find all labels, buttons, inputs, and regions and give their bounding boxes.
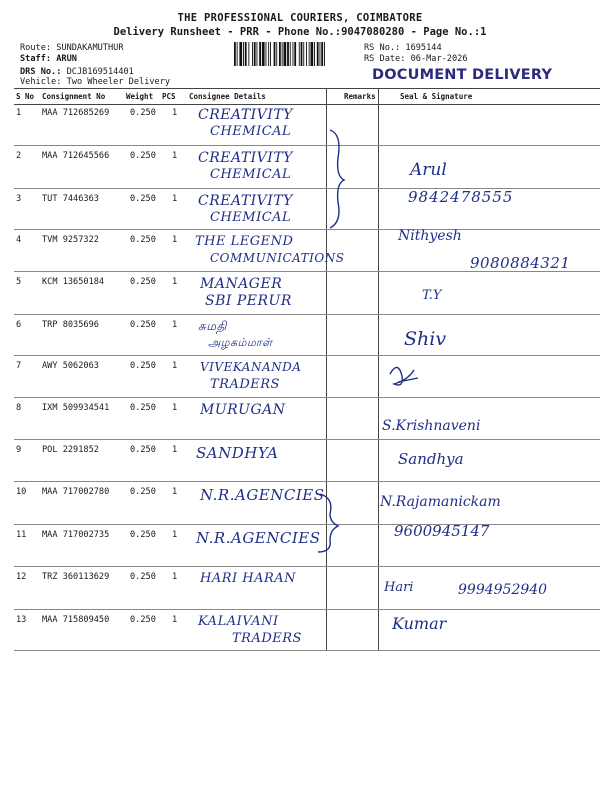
rs-no-value: 1695144 xyxy=(405,43,442,53)
consignee-detail: SBI PERUR xyxy=(205,293,292,309)
cell-weight: 0.250 xyxy=(130,194,156,204)
cell-weight: 0.250 xyxy=(130,530,156,540)
cell-consignment: TUT 7446363 xyxy=(42,194,99,204)
consignee-name: CREATIVITY xyxy=(198,107,293,123)
cell-pcs: 1 xyxy=(172,572,178,582)
cell-consignment: AWY 5062063 xyxy=(42,361,99,371)
consignee-name: CREATIVITY xyxy=(198,193,293,209)
cell-weight: 0.250 xyxy=(130,235,156,245)
consignee-name: HARI HARAN xyxy=(200,571,297,586)
cell-pcs: 1 xyxy=(172,235,178,245)
cell-weight: 0.250 xyxy=(130,277,156,287)
cell-pcs: 1 xyxy=(172,487,178,497)
cell-pcs: 1 xyxy=(172,151,178,161)
consignee-name: THE LEGEND xyxy=(195,234,294,249)
phone-row4: 9080884321 xyxy=(470,254,571,272)
col-weight: Weight xyxy=(126,92,154,101)
cell-pcs: 1 xyxy=(172,615,178,625)
cell-weight: 0.250 xyxy=(130,361,156,371)
cell-consignment: TRZ 360113629 xyxy=(42,572,110,582)
cell-sno: 6 xyxy=(16,320,22,330)
cell-pcs: 1 xyxy=(172,361,178,371)
staff-value: ARUN xyxy=(56,54,77,64)
cell-sno: 13 xyxy=(16,615,27,625)
cell-sno: 5 xyxy=(16,277,22,287)
rs-no-label: RS No.: xyxy=(364,43,401,53)
cell-sno: 1 xyxy=(16,108,22,118)
vehicle-value: Two Wheeler Delivery xyxy=(66,77,171,87)
consignee-name: சுமதி xyxy=(198,319,227,333)
col-pcs: PCS xyxy=(162,92,176,101)
consignee-name: KALAIVANI xyxy=(198,614,279,629)
cell-pcs: 1 xyxy=(172,445,178,455)
col-seal-signature: Seal & Signature xyxy=(400,92,473,101)
cell-consignment: MAA 712645566 xyxy=(42,151,110,161)
col-remarks: Remarks xyxy=(344,92,376,101)
brace-rows-1-3 xyxy=(330,130,344,228)
col-consignment: Consignment No xyxy=(42,92,106,101)
cell-consignment: POL 2291852 xyxy=(42,445,99,455)
cell-consignment: MAA 715809450 xyxy=(42,615,110,625)
cell-sno: 11 xyxy=(16,530,27,540)
signature-row7 xyxy=(384,354,420,394)
cell-consignment: TRP 8035696 xyxy=(42,320,99,330)
signature-row3: Arul xyxy=(410,160,447,180)
cell-consignment: IXM 509934541 xyxy=(42,403,110,413)
cell-pcs: 1 xyxy=(172,194,178,204)
cell-consignment: KCM 13650184 xyxy=(42,277,105,287)
drs-value: DCJB169514401 xyxy=(66,67,134,77)
cell-weight: 0.250 xyxy=(130,403,156,413)
cell-pcs: 1 xyxy=(172,320,178,330)
cell-weight: 0.250 xyxy=(130,320,156,330)
signature-row12: Hari xyxy=(384,580,414,595)
consignee-name: N.R.AGENCIES xyxy=(196,529,321,547)
signature-row5: T.Y xyxy=(422,288,442,303)
signature-row13: Kumar xyxy=(392,614,447,633)
cell-weight: 0.250 xyxy=(130,572,156,582)
cell-sno: 4 xyxy=(16,235,22,245)
cell-consignment: TVM 9257322 xyxy=(42,235,99,245)
cell-weight: 0.250 xyxy=(130,151,156,161)
cell-weight: 0.250 xyxy=(130,445,156,455)
cell-weight: 0.250 xyxy=(130,108,156,118)
cell-weight: 0.250 xyxy=(130,487,156,497)
consignee-detail: TRADERS xyxy=(232,631,302,646)
cell-consignment: MAA 717002735 xyxy=(42,530,110,540)
cell-sno: 9 xyxy=(16,445,22,455)
cell-pcs: 1 xyxy=(172,530,178,540)
cell-sno: 8 xyxy=(16,403,22,413)
signature-row4: Nithyesh xyxy=(398,228,462,244)
signature-row9: Sandhya xyxy=(398,450,464,468)
cell-sno: 10 xyxy=(16,487,27,497)
runsheet-title: Delivery Runsheet - PRR - Phone No.:9047080280 - Page No.:1 xyxy=(113,26,487,38)
consignee-detail: COMMUNICATIONS xyxy=(210,251,345,265)
consignee-name: SANDHYA xyxy=(196,444,279,462)
cell-sno: 7 xyxy=(16,361,22,371)
cell-pcs: 1 xyxy=(172,403,178,413)
rs-date-value: 06-Mar-2026 xyxy=(410,54,468,64)
cell-sno: 3 xyxy=(16,194,22,204)
consignee-name: VIVEKANANDA xyxy=(200,360,302,374)
cell-weight: 0.250 xyxy=(130,615,156,625)
consignee-detail: அழகம்மாள் xyxy=(208,336,273,349)
signature-row6: Shiv xyxy=(404,328,447,350)
signature-row10: N.Rajamanickam xyxy=(380,494,501,510)
cell-consignment: MAA 712685269 xyxy=(42,108,110,118)
col-sno: S No xyxy=(16,92,35,101)
phone-row11: 9600945147 xyxy=(394,522,490,540)
document-delivery-stamp: DOCUMENT DELIVERY xyxy=(372,67,553,83)
cell-sno: 2 xyxy=(16,151,22,161)
company-title: THE PROFESSIONAL COURIERS, COIMBATORE xyxy=(177,12,423,24)
consignee-name: N.R.AGENCIES xyxy=(200,486,325,504)
consignee-name: CREATIVITY xyxy=(198,150,293,166)
drs-label: DRS No.: xyxy=(20,67,62,77)
route-label: Route: xyxy=(20,43,52,53)
signature-row8: S.Krishnaveni xyxy=(382,418,481,434)
phone-row12: 9994952940 xyxy=(458,582,548,598)
consignee-name: MANAGER xyxy=(200,276,283,292)
staff-label: Staff: xyxy=(20,54,52,64)
vehicle-label: Vehicle: xyxy=(20,77,62,87)
cell-pcs: 1 xyxy=(172,108,178,118)
consignee-detail: CHEMICAL xyxy=(210,210,292,225)
cell-consignment: MAA 717002780 xyxy=(42,487,110,497)
consignee-detail: CHEMICAL xyxy=(210,124,292,139)
rs-date-label: RS Date: xyxy=(364,54,406,64)
route-value: SUNDAKAMUTHUR xyxy=(56,43,124,53)
cell-pcs: 1 xyxy=(172,277,178,287)
col-consignee: Consignee Details xyxy=(189,92,266,101)
consignee-detail: CHEMICAL xyxy=(210,167,292,182)
cell-sno: 12 xyxy=(16,572,27,582)
phone-row3: 9842478555 xyxy=(408,188,514,206)
consignee-name: MURUGAN xyxy=(200,402,286,418)
consignee-detail: TRADERS xyxy=(210,377,280,392)
